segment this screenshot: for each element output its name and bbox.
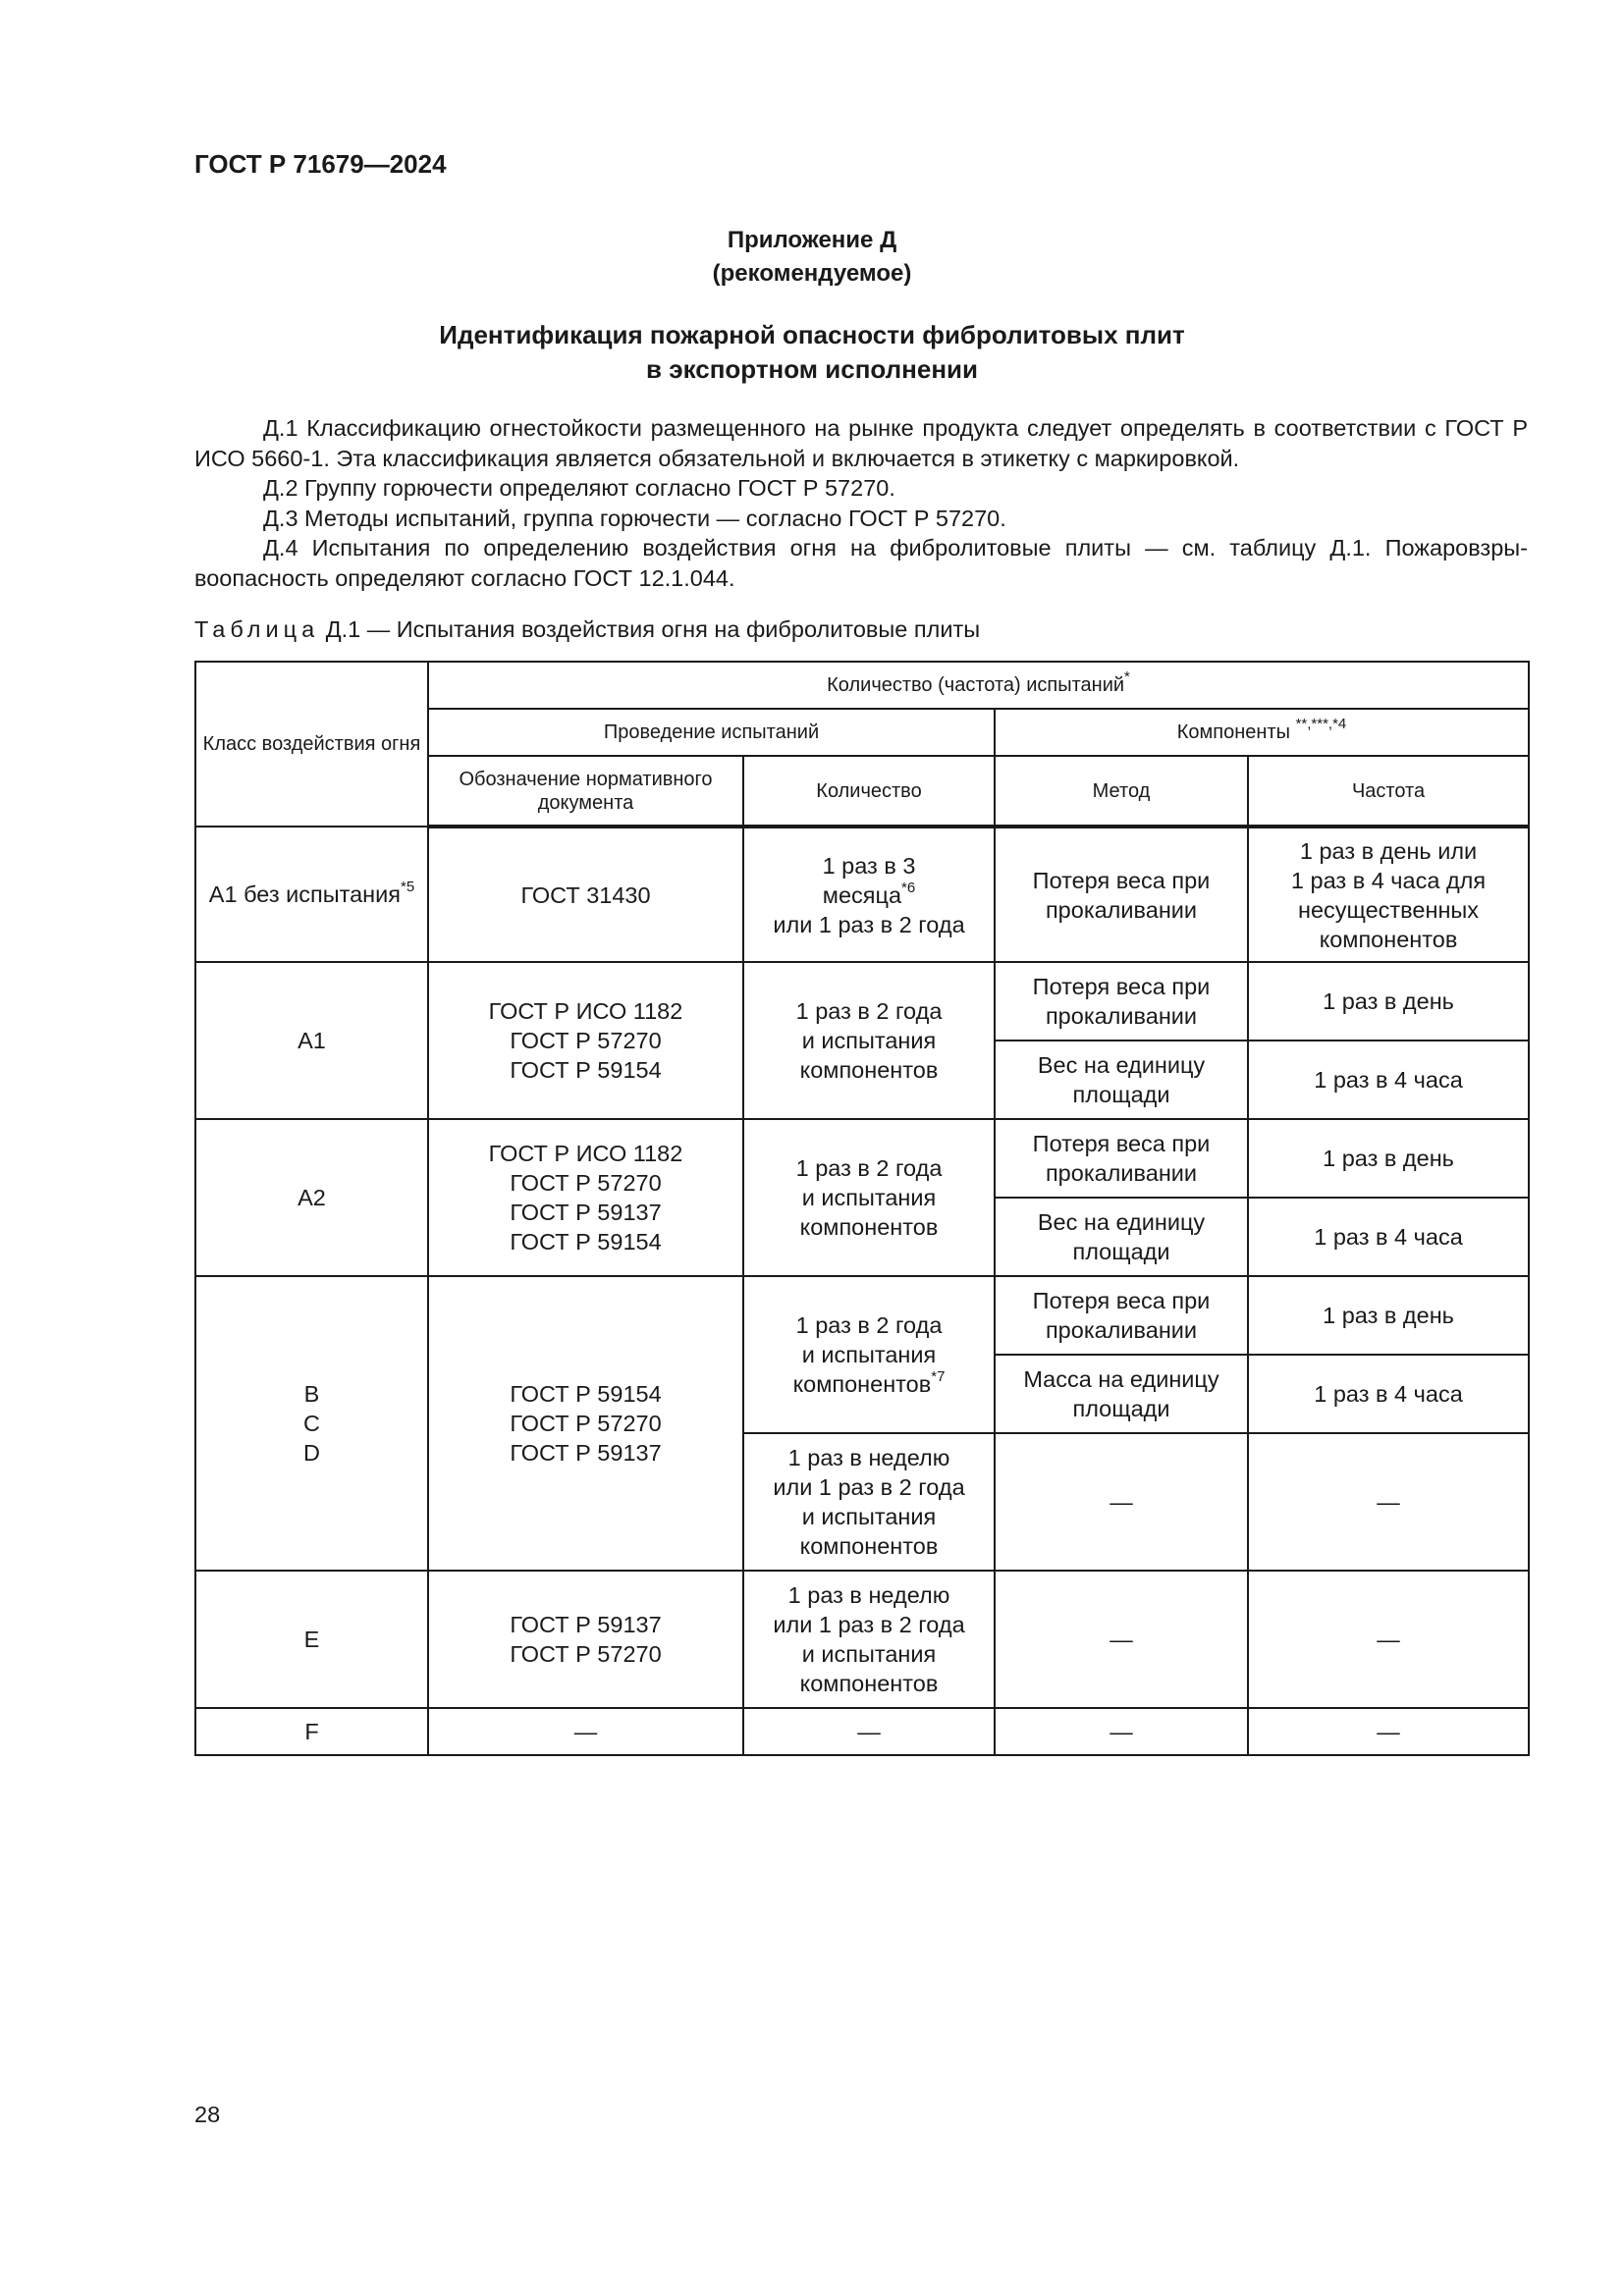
count-line: и испытания	[801, 1185, 937, 1210]
count-line: и испытания	[801, 1504, 937, 1529]
count-cell	[743, 1571, 995, 1708]
class-cell	[195, 1276, 428, 1571]
class-cell: А1	[195, 962, 428, 1119]
document-cell	[428, 962, 743, 1119]
document-cell: —	[428, 1708, 743, 1755]
document-cell	[428, 1119, 743, 1276]
count-line: 1 раз в 2 года	[795, 1155, 943, 1181]
count-line: компонентов	[792, 1371, 932, 1397]
header-count: Количество	[743, 756, 995, 827]
frequency-cell: 1 раз в день	[1248, 962, 1529, 1041]
table-row	[195, 1571, 1529, 1708]
method-cell: Потеря веса при прокаливании	[995, 827, 1248, 962]
frequency-cell	[1248, 827, 1529, 962]
header-components-cell	[995, 709, 1529, 756]
footnote-mark: *	[1124, 668, 1130, 686]
method-cell: Потеря веса при прокаливании	[995, 1119, 1248, 1198]
document-ref: ГОСТ Р 57270	[510, 1170, 662, 1196]
count-line: или 1 раз в 2 года	[773, 1612, 965, 1637]
frequency-cell: 1 раз в 4 часа	[1248, 1355, 1529, 1433]
table-caption-text: Д.1 — Испытания воздействия огня на фибролитовые плиты	[325, 616, 981, 642]
count-cell	[743, 1433, 995, 1571]
count-line: или 1 раз в 2 года	[773, 1474, 965, 1500]
document-code: ГОСТ Р 71679—2024	[194, 149, 447, 179]
frequency-cell: 1 раз в день	[1248, 1119, 1529, 1198]
paragraph: Д.2 Группу горючести определяют согласно ГОСТ Р 57270.	[263, 475, 895, 501]
document-ref: ГОСТ Р 59137	[510, 1200, 662, 1225]
page-number: 28	[194, 2102, 221, 2127]
count-cell: —	[743, 1708, 995, 1755]
document-ref: ГОСТ Р 57270	[510, 1411, 662, 1436]
count-line: 1 раз в неделю	[787, 1445, 950, 1470]
class-label: B	[303, 1381, 320, 1407]
document-ref: ГОСТ Р 59154	[510, 1057, 662, 1083]
header-class-cell	[195, 662, 428, 827]
header-testing: Проведение испытаний	[428, 709, 995, 756]
footnote-mark: **,***,*4	[1295, 716, 1347, 733]
body-text	[194, 413, 1528, 593]
frequency-cell: —	[1248, 1708, 1529, 1755]
document-ref: ГОСТ Р 59137	[510, 1440, 662, 1466]
count-cell	[743, 1119, 995, 1276]
count-line: компонентов	[799, 1533, 939, 1559]
document-cell	[428, 1276, 743, 1571]
table-row	[195, 962, 1529, 1041]
count-line: 1 раз в неделю	[787, 1582, 950, 1608]
header-document: Обозначение нормативного документа	[428, 756, 743, 827]
document-ref: ГОСТ Р 57270	[510, 1028, 662, 1053]
count-cell	[743, 1276, 995, 1433]
count-line: месяца	[822, 881, 902, 908]
count-line: и испытания	[801, 1028, 937, 1053]
header-method: Метод	[995, 756, 1248, 827]
count-line-with-mark	[750, 1369, 988, 1399]
header-class: Класс воздействия огня	[202, 733, 421, 755]
method-cell: —	[995, 1571, 1248, 1708]
table-row	[195, 827, 1529, 962]
frequency-line: несущественных	[1297, 896, 1480, 923]
document-ref: ГОСТ 31430	[520, 881, 651, 908]
section-title-line-1: Идентификация пожарной опасности фибролитовых плит	[439, 320, 1185, 349]
method-cell: —	[995, 1708, 1248, 1755]
class-label: А1 без испытания	[208, 881, 402, 907]
frequency-line: 1 раз в 4 часа для	[1290, 867, 1487, 893]
document-ref: ГОСТ Р ИСО 1182	[488, 1141, 683, 1166]
method-cell: —	[995, 1433, 1248, 1571]
frequency-cell: 1 раз в 4 часа	[1248, 1198, 1529, 1276]
header-frequency: Частота	[1248, 756, 1529, 827]
document-ref: ГОСТ Р ИСО 1182	[488, 998, 683, 1024]
document-ref: ГОСТ Р 59154	[510, 1229, 662, 1255]
count-line: компонентов	[799, 1057, 939, 1083]
count-line: 1 раз в 2 года	[795, 998, 943, 1024]
count-line-with-mark	[750, 881, 988, 910]
document-cell	[428, 1571, 743, 1708]
count-line: компонентов	[799, 1214, 939, 1240]
section-title-line-2: в экспортном исполнении	[646, 354, 978, 384]
method-cell: Потеря веса при прокаливании	[995, 1276, 1248, 1355]
frequency-cell: 1 раз в день	[1248, 1276, 1529, 1355]
paragraph: Д.4 Испытания по определению воздействия огня на фибролитовые плиты — см. таблицу Д.1. Пожаровзры-воопасность определяют согласно ГОСТ 12.1.044.	[194, 535, 1528, 591]
paragraph: Д.1 Классификацию огнестойкости размещенного на рынке продукта следует определять в соответствии с ГОСТ Р ИСО 5660-1. Эта классификация является обязательной и включается в этикетку с маркировкой.	[194, 415, 1528, 471]
count-line: 1 раз в 2 года	[795, 1312, 943, 1338]
class-label: D	[303, 1440, 320, 1466]
count-cell	[743, 962, 995, 1119]
footnote-mark: *7	[931, 1368, 946, 1386]
method-cell: Масса на единицу площади	[995, 1355, 1248, 1433]
header-quantity: Количество (частота) испытаний	[827, 674, 1125, 696]
count-line: компонентов	[799, 1671, 939, 1696]
paragraph: Д.3 Методы испытаний, группа горючести — согласно ГОСТ Р 57270.	[263, 505, 1006, 531]
document-ref: ГОСТ Р 59137	[510, 1612, 662, 1637]
appendix-name: Приложение Д	[727, 227, 897, 253]
count-line: и испытания	[801, 1342, 937, 1367]
class-cell: E	[195, 1571, 428, 1708]
frequency-cell: —	[1248, 1433, 1529, 1571]
document-ref: ГОСТ Р 59154	[510, 1381, 662, 1407]
method-cell: Вес на единицу площади	[995, 1198, 1248, 1276]
table-caption	[194, 616, 980, 643]
class-cell: F	[195, 1708, 428, 1755]
table-caption-prefix: Таблица	[194, 616, 320, 642]
footnote-mark: *6	[901, 879, 916, 896]
document-ref: ГОСТ Р 57270	[510, 1641, 662, 1667]
count-line: или 1 раз в 2 года	[773, 911, 965, 937]
fire-tests-table	[194, 661, 1530, 1756]
class-label: C	[303, 1411, 320, 1436]
frequency-line: 1 раз в день или	[1299, 837, 1478, 864]
count-line: и испытания	[801, 1641, 937, 1667]
class-cell: А2	[195, 1119, 428, 1276]
class-cell	[195, 827, 428, 962]
method-cell: Вес на единицу площади	[995, 1041, 1248, 1119]
frequency-cell: —	[1248, 1571, 1529, 1708]
table-row	[195, 1708, 1529, 1755]
header-components: Компоненты	[1176, 721, 1290, 743]
table-row	[195, 1276, 1529, 1355]
footnote-mark: *5	[401, 879, 415, 896]
header-quantity-cell	[428, 662, 1529, 709]
table-header-row	[195, 662, 1529, 709]
frequency-line: компонентов	[1319, 926, 1458, 952]
count-cell	[743, 827, 995, 962]
count-line: 1 раз в 3	[822, 852, 916, 879]
frequency-cell: 1 раз в 4 часа	[1248, 1041, 1529, 1119]
document-cell	[428, 827, 743, 962]
appendix-status: (рекомендуемое)	[712, 260, 912, 287]
method-cell: Потеря веса при прокаливании	[995, 962, 1248, 1041]
table-row	[195, 1119, 1529, 1198]
